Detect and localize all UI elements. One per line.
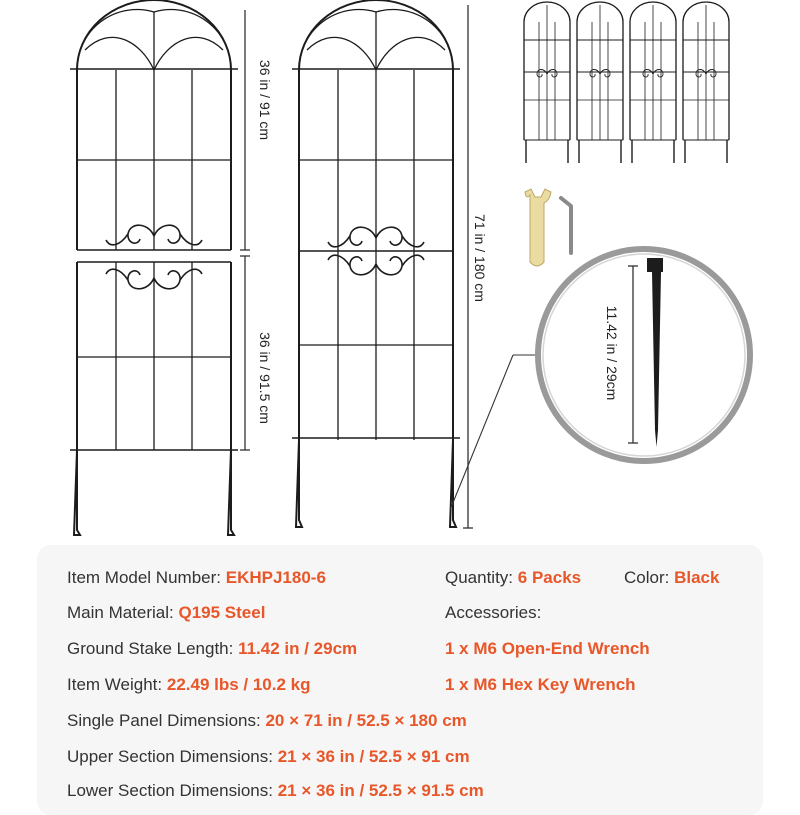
spec-model-value: EKHPJ180-6 [225, 568, 326, 587]
hex-key-icon [561, 198, 571, 253]
open-end-wrench-icon [525, 189, 551, 266]
spec-weight [67, 675, 311, 695]
spec-stake-value: 11.42 in / 29cm [238, 639, 358, 658]
spec-material-value: Q195 Steel [178, 603, 266, 622]
spec-accessory-2-value: 1 x M6 Hex Key Wrench [445, 675, 636, 694]
spec-upper-section-value: 21 × 36 in / 52.5 × 91 cm [277, 747, 470, 766]
spec-color [624, 568, 719, 588]
spec-single-panel-value: 20 × 71 in / 52.5 × 180 cm [265, 711, 467, 730]
dimension-lines [240, 5, 545, 528]
spec-upper-section-label: Upper Section Dimensions: [67, 747, 273, 766]
spec-color-value: Black [674, 568, 720, 587]
spec-weight-label: Item Weight: [67, 675, 163, 694]
lower-height-label: 36 in / 91.5 cm [257, 332, 273, 424]
spec-model [67, 568, 326, 588]
spec-model-label: Item Model Number: [67, 568, 221, 587]
spec-quantity-value: 6 Packs [517, 568, 582, 587]
total-height-label: 71 in / 180 cm [472, 214, 488, 302]
spec-stake [67, 639, 357, 659]
panel-split [70, 0, 238, 535]
spec-lower-section-value: 21 × 36 in / 52.5 × 91.5 cm [277, 781, 484, 800]
spec-accessory-2 [445, 675, 636, 695]
panel-assembled [292, 0, 460, 527]
spec-material [67, 603, 265, 623]
spec-accessory-1-value: 1 x M6 Open-End Wrench [445, 639, 650, 658]
spec-single-panel [67, 711, 467, 731]
spec-upper-section [67, 747, 470, 767]
spec-accessory-1 [445, 639, 650, 659]
upper-height-label: 36 in / 91 cm [257, 59, 273, 141]
spec-color-label: Color: [624, 568, 670, 587]
spec-single-panel-label: Single Panel Dimensions: [67, 711, 261, 730]
spec-weight-value: 22.49 lbs / 10.2 kg [166, 675, 311, 694]
spec-lower-section [67, 781, 484, 801]
spec-accessories [445, 603, 541, 623]
stake-detail [538, 249, 750, 461]
spec-quantity [445, 568, 581, 588]
spec-stake-label: Ground Stake Length: [67, 639, 234, 658]
spec-quantity-label: Quantity: [445, 568, 514, 587]
spec-material-label: Main Material: [67, 603, 174, 622]
fence-thumbnail [524, 2, 729, 163]
stake-length-label: 11.42 in / 29cm [604, 305, 620, 401]
spec-lower-section-label: Lower Section Dimensions: [67, 781, 273, 800]
spec-accessories-label: Accessories: [445, 603, 542, 622]
